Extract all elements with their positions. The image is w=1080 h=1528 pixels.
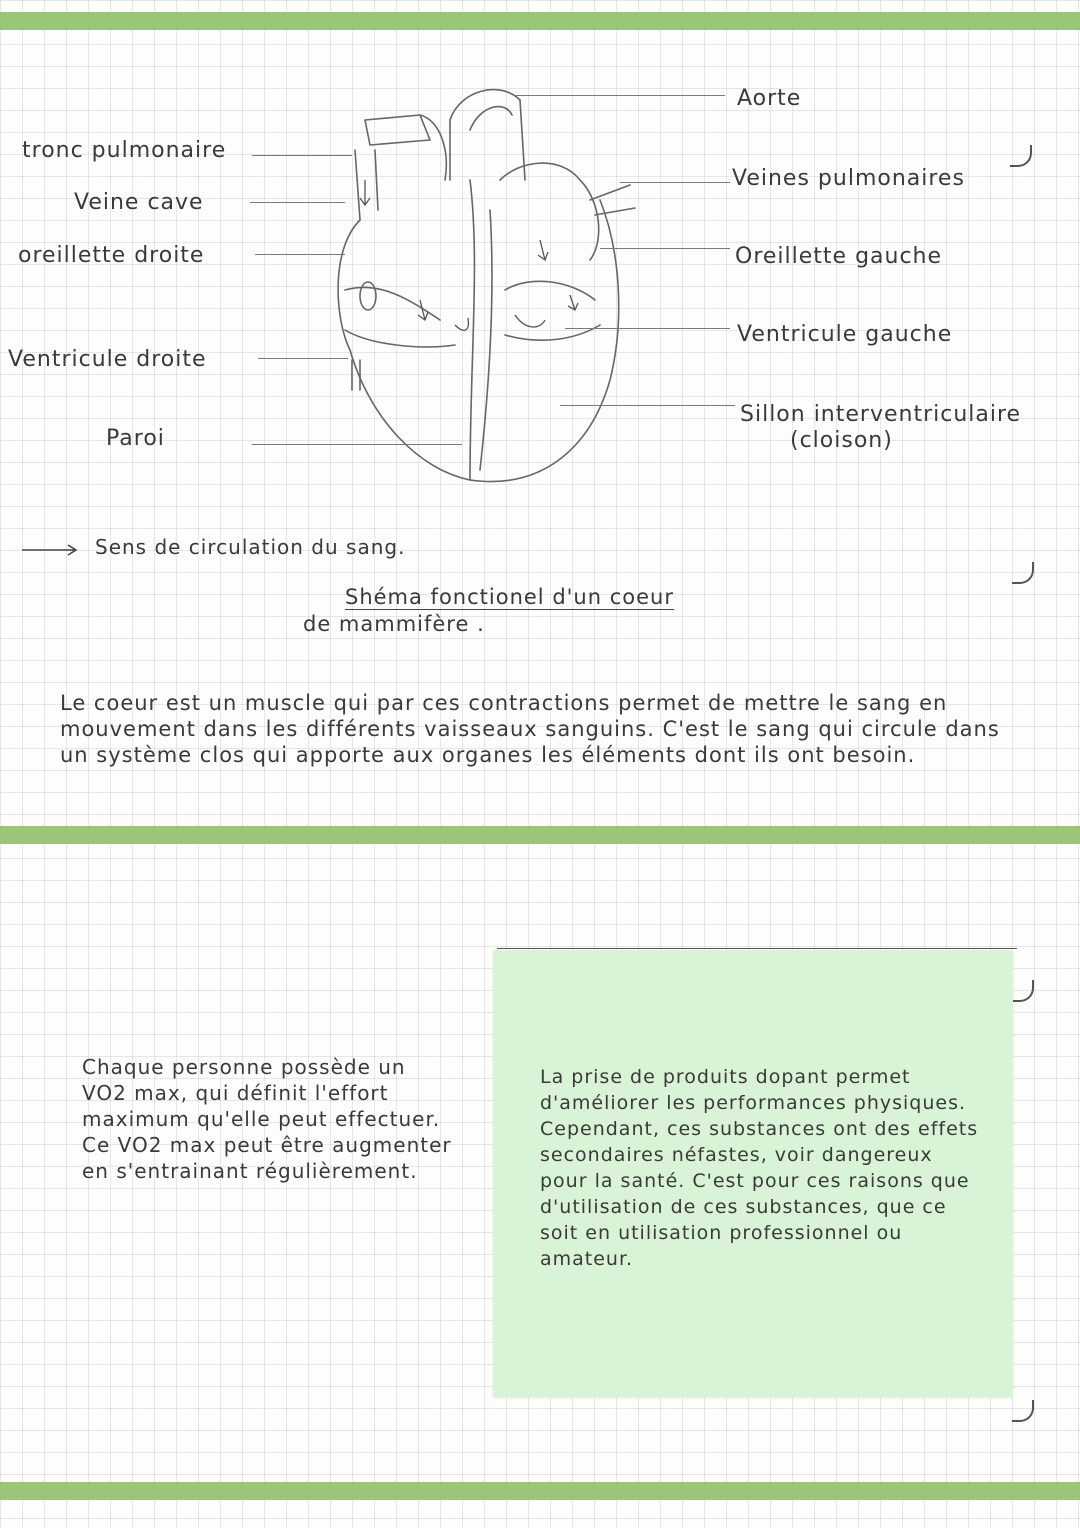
binder-hole-icon (1012, 980, 1034, 1002)
leader-line (560, 405, 735, 406)
leader-line (515, 95, 725, 96)
label-tronc-pulmonaire: tronc pulmonaire (22, 138, 227, 163)
label-aorte: Aorte (737, 86, 802, 111)
label-ventricule-gauche: Ventricule gauche (737, 322, 953, 347)
leader-line (565, 328, 730, 329)
bottom-green-band (0, 1482, 1080, 1500)
label-oreillette-gauche: Oreillette gauche (735, 244, 943, 269)
leader-line (250, 202, 345, 203)
label-paroi: Paroi (106, 426, 165, 451)
diagram-caption-line1: Shéma fonctionel d'un coeur (345, 585, 674, 609)
leader-line (255, 254, 345, 255)
label-sillon-interventriculaire: Sillon interventriculaire (740, 402, 1022, 427)
leader-line (600, 248, 730, 249)
leader-line (252, 155, 352, 156)
label-veines-pulmonaires: Veines pulmonaires (732, 166, 965, 191)
heart-paragraph: Le coeur est un muscle qui par ces contractions permet de mettre le sang en mouvement dans les différents vaisseaux sanguins. C'est le sang qui circule dans un système clos qui apporte aux organes les éléments dont ils ont besoin. (60, 691, 1000, 767)
top-green-band (0, 12, 1080, 30)
leader-line (258, 358, 348, 359)
arrow-right-icon (20, 543, 80, 557)
vo2-note: Chaque personne possède un VO2 max, qui définit l'effort maximum qu'elle peut effectuer. Ce VO2 max peut être augmenter en s'entrainant régulièrement. (82, 1055, 452, 1183)
leader-line (252, 444, 462, 445)
middle-green-band (0, 826, 1080, 844)
leader-line (620, 182, 730, 183)
label-oreillette-droite: oreillette droite (18, 243, 205, 268)
legend-text: Sens de circulation du sang. (95, 535, 406, 559)
sticky-top-line (497, 948, 1017, 949)
binder-hole-icon (1012, 1400, 1034, 1422)
label-veine-cave: Veine cave (74, 190, 204, 215)
diagram-caption-line2: de mammifère . (303, 612, 485, 636)
doping-note: La prise de produits dopant permet d'améliorer les performances physiques. Cependant, ces substances ont des effets secondaires néfastes, voir dangereux pour la santé. C'est pour ces raisons que d'utilisation de ces substances, que ce soit en utilisation professionnel ou amateur. (540, 1066, 979, 1270)
label-ventricule-droite: Ventricule droite (8, 347, 207, 372)
label-cloison: (cloison) (790, 428, 893, 453)
